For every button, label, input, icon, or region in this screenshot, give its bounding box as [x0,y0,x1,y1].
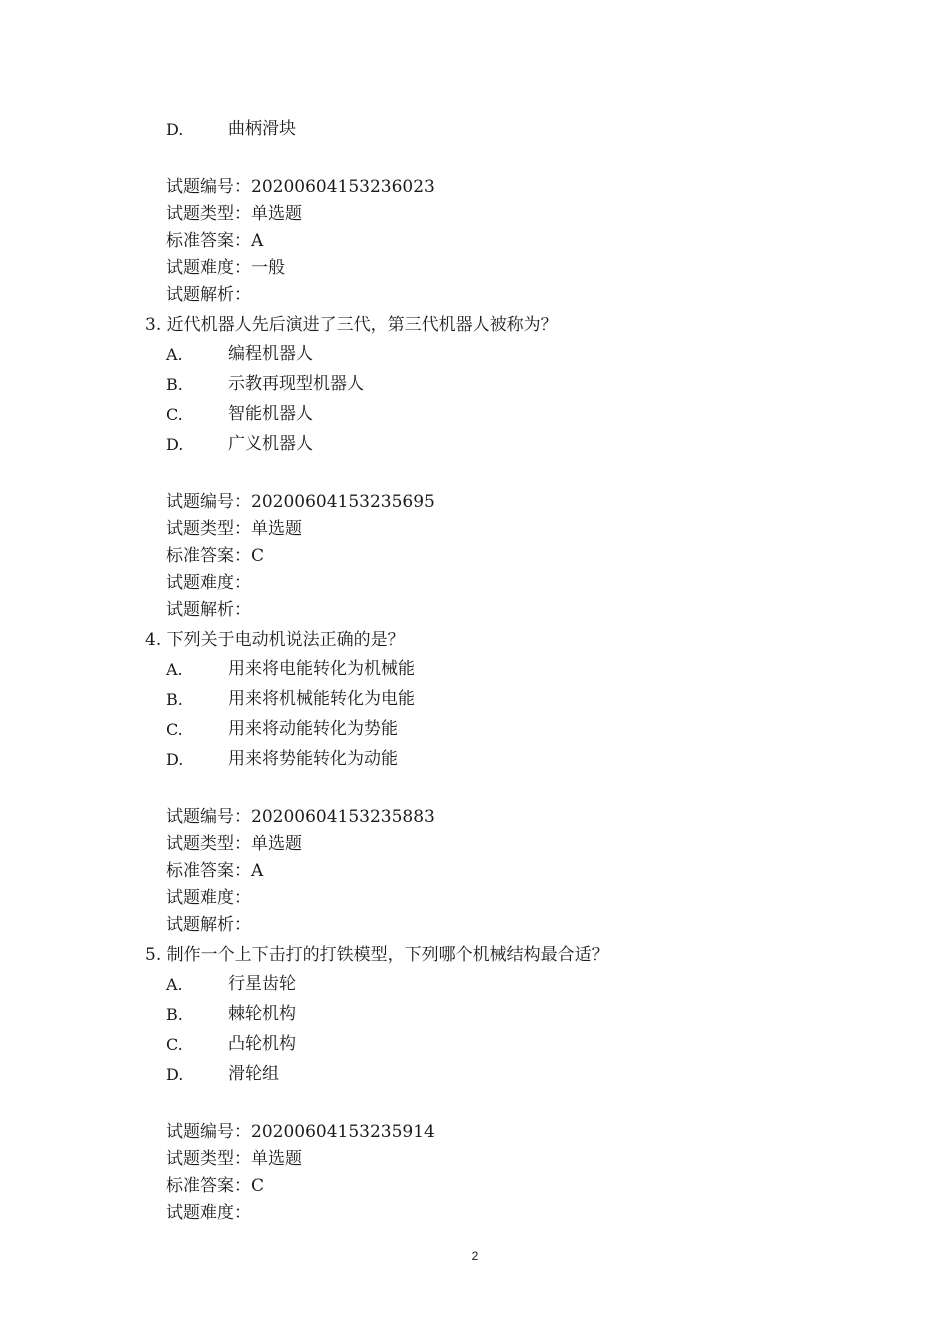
standard-answer: 标准答案：C [166,1176,265,1196]
question-type: 试题类型：单选题 [166,1149,302,1169]
question-id: 试题编号：20200604153235883 [166,807,435,827]
question-title: 4. 下列关于电动机说法正确的是？ [145,630,405,650]
question-analysis: 试题解析： [166,600,251,620]
standard-answer: 标准答案：C [166,546,265,566]
option-letter: D. [166,120,184,139]
question-type: 试题类型：单选题 [166,519,302,539]
question-difficulty: 试题难度： [166,888,251,908]
option-text: 行星齿轮 [228,974,296,994]
option-text: 棘轮机构 [228,1004,296,1024]
question-difficulty: 试题难度： [166,573,251,593]
option-text: 用来将势能转化为动能 [228,749,398,769]
option-letter: B. [166,690,183,709]
question-title: 3. 近代机器人先后演进了三代，第三代机器人被称为？ [145,315,558,335]
standard-answer: 标准答案：A [166,231,264,251]
option-letter: B. [166,1005,183,1024]
option-letter: A. [166,345,183,364]
question-analysis: 试题解析： [166,285,251,305]
option-text: 用来将动能转化为势能 [228,719,398,739]
option-letter: D. [166,750,184,769]
option-letter: B. [166,375,183,394]
option-letter: C. [166,720,183,739]
page-number: 2 [471,1249,479,1263]
option-letter: A. [166,660,183,679]
option-text: 示教再现型机器人 [228,374,364,394]
question-type: 试题类型：单选题 [166,834,302,854]
option-text: 滑轮组 [228,1064,279,1084]
option-text: 编程机器人 [228,344,313,364]
option-text: 凸轮机构 [228,1034,296,1054]
question-title: 5. 制作一个上下击打的打铁模型，下列哪个机械结构最合适？ [145,945,609,965]
standard-answer: 标准答案：A [166,861,264,881]
question-type: 试题类型：单选题 [166,204,302,224]
option-text: 曲柄滑块 [228,119,296,139]
question-id: 试题编号：20200604153236023 [166,177,435,197]
option-text: 智能机器人 [228,404,313,424]
option-letter: C. [166,405,183,424]
question-difficulty: 试题难度： [166,1203,251,1223]
question-id: 试题编号：20200604153235695 [166,492,435,512]
question-analysis: 试题解析： [166,915,251,935]
option-text: 广义机器人 [228,434,313,454]
option-letter: D. [166,1065,184,1084]
option-text: 用来将电能转化为机械能 [228,659,415,679]
option-letter: C. [166,1035,183,1054]
option-text: 用来将机械能转化为电能 [228,689,415,709]
question-id: 试题编号：20200604153235914 [166,1122,435,1142]
option-letter: A. [166,975,183,994]
option-letter: D. [166,435,184,454]
question-difficulty: 试题难度：一般 [166,258,285,278]
